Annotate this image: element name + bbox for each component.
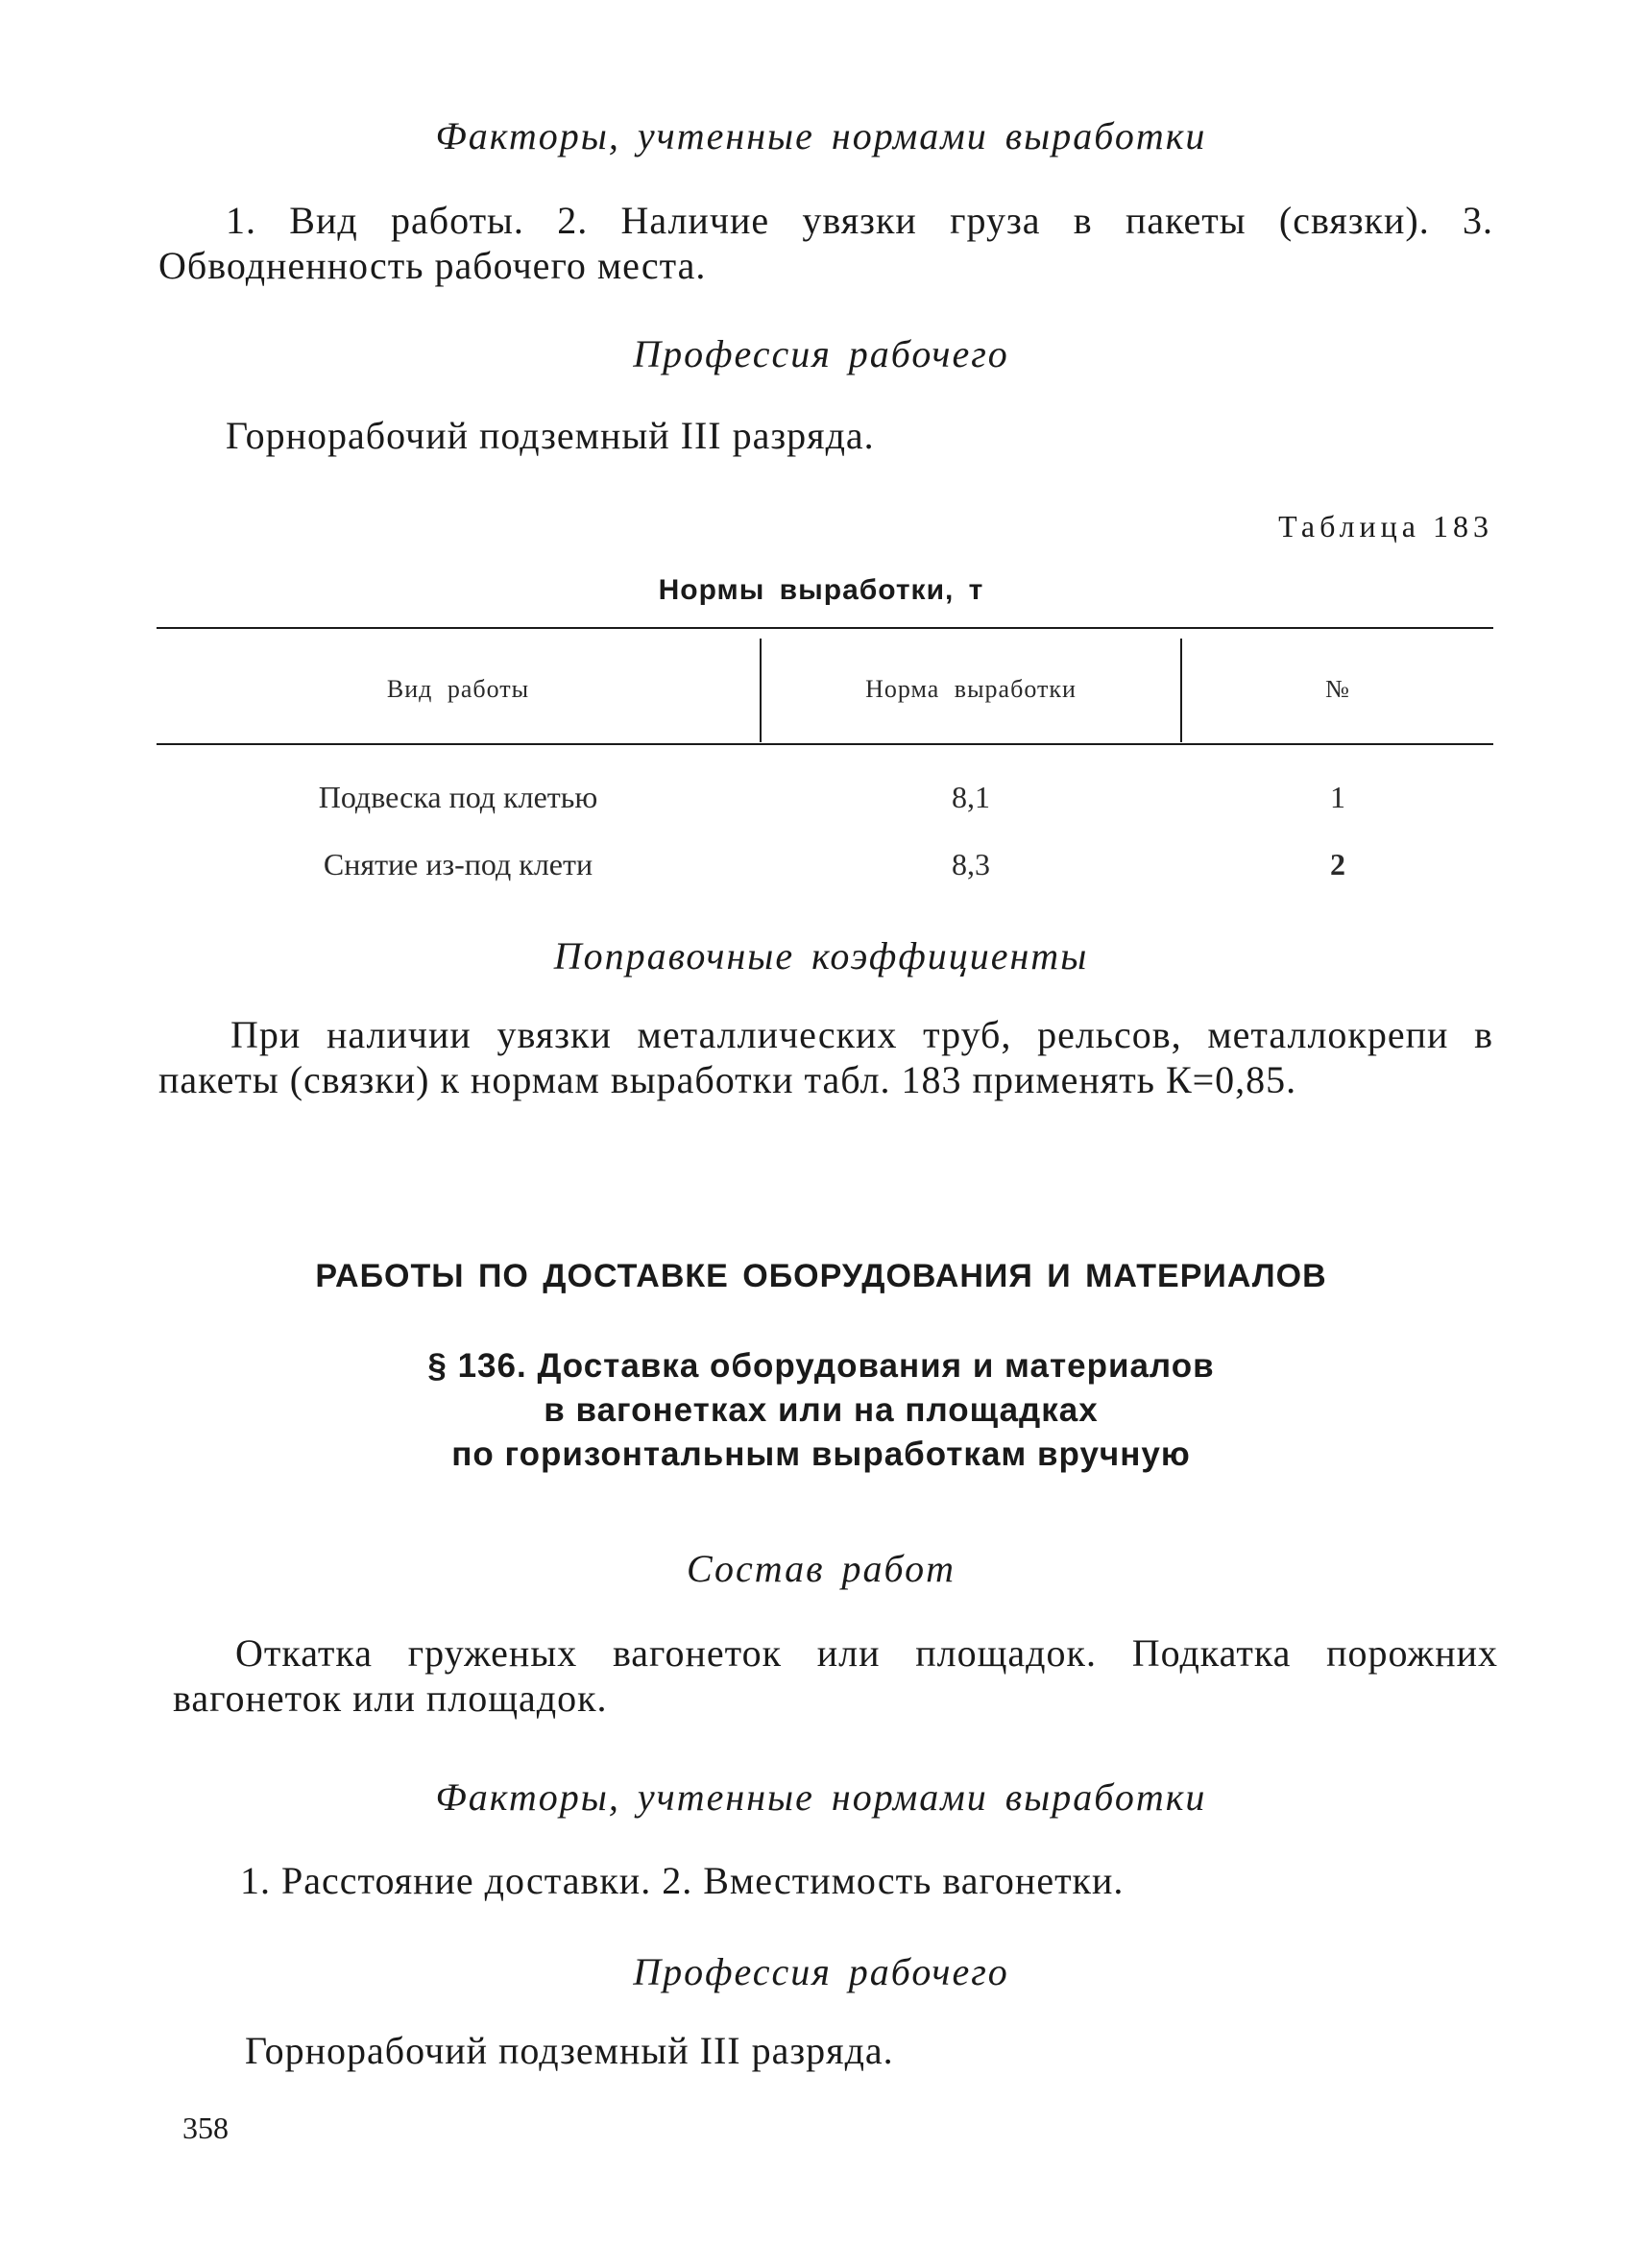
section-heading: РАБОТЫ ПО ДОСТАВКЕ ОБОРУДОВАНИЯ И МАТЕРИАЛОВ — [315, 1258, 1327, 1294]
table-top-rule — [157, 627, 1493, 629]
table-header-rule — [157, 743, 1493, 745]
section-title-line-1: § 136. Доставка оборудования и материалов — [427, 1347, 1215, 1385]
table-header-number: № — [1325, 675, 1350, 703]
correction-heading: Поправочные коэффициенты — [553, 934, 1089, 977]
section-title-line-2: в вагонетках или на площадках — [544, 1391, 1099, 1429]
table-row-2-work: Снятие из-под клети — [323, 847, 593, 881]
table-row-1-work: Подвеска под клетью — [318, 780, 598, 814]
composition-text: Откатка груженых вагонеток или площадок. Подкатка порожних вагонеток или площадок. — [173, 1631, 1498, 1720]
factors-text: 1. Вид работы. 2. Наличие увязки груза в пакеты (связки). 3. Обводненность рабочего места. — [158, 199, 1493, 287]
page-number: 358 — [182, 2111, 229, 2145]
profession-text: Горнорабочий подземный III разряда. — [226, 414, 875, 457]
table-row-1-number: 1 — [1330, 780, 1345, 814]
factors-text-2: 1. Расстояние доставки. 2. Вместимость вагонетки. — [240, 1859, 1125, 1902]
table-row-2-number: 2 — [1330, 847, 1345, 881]
factors-heading-2: Факторы, учтенные нормами выработки — [435, 1775, 1207, 1819]
factors-heading: Факторы, учтенные нормами выработки — [435, 114, 1207, 157]
correction-text: При наличии увязки металлических труб, рельсов, металлокрепи в пакеты (связки) к нормам выработки табл. 183 применять К=0,85. — [158, 1013, 1493, 1101]
table-label: Таблица 183 — [1278, 509, 1493, 543]
profession-heading: Профессия рабочего — [633, 332, 1009, 375]
table-title: Нормы выработки, т — [658, 574, 984, 606]
profession-heading-2: Профессия рабочего — [633, 1950, 1009, 1993]
table-header-norm: Норма выработки — [865, 675, 1077, 703]
composition-heading: Состав работ — [687, 1547, 956, 1590]
table-row-2-norm: 8,3 — [952, 847, 990, 881]
profession-text-2: Горнорабочий подземный III разряда. — [245, 2029, 894, 2072]
table-row-1-norm: 8,1 — [952, 780, 990, 814]
table-header-work: Вид работы — [386, 675, 530, 703]
section-title-line-3: по горизонтальным выработкам вручную — [451, 1436, 1191, 1473]
section-title — [154, 1344, 1489, 1477]
